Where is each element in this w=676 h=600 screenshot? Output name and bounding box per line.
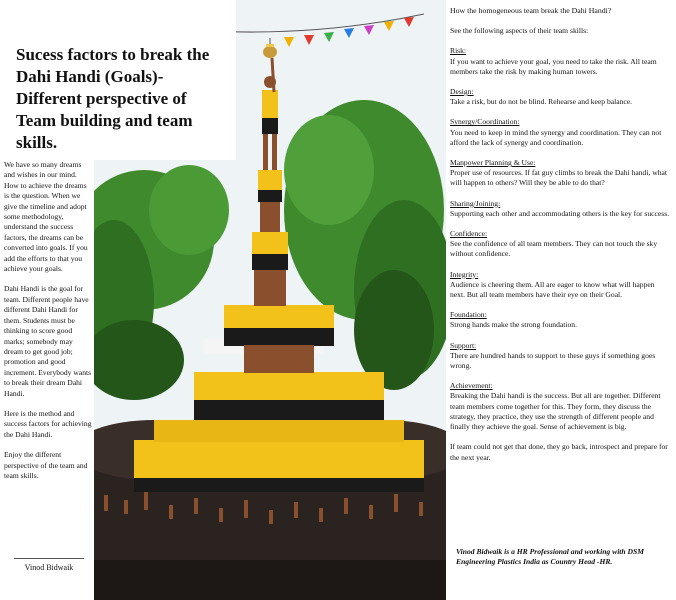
section-body: If you want to achieve your goal, you need to take the risk. All team members take the risk by making human towers. <box>450 56 657 76</box>
closing-note: If team could not get that done, they go back, introspect and prepare for the next year. <box>450 442 668 462</box>
section-body: Audience is cheering them. All are eager to know what will happen next. But all team members have their eye on their Goal. <box>450 279 655 300</box>
left-paragraph: Dahi Handi is the goal for team. Different people have different Dahi Handi for them. Students must be thinking to score good marks; somebody may dream to get good job; promotion and good increment. Everybody wants to break their dream Dahi Handi. <box>4 284 92 398</box>
section-body: Take a risk, but do not be blind. Rehearse and keep balance. <box>450 97 633 107</box>
left-paragraph: Enjoy the different perspective of the team and team skills. <box>4 450 88 480</box>
article-title: Sucess factors to break the Dahi Handi (Goals)- Different perspective of Team building and team skills. <box>16 45 210 152</box>
section-sharing <box>450 199 676 219</box>
section-achievement <box>450 381 676 432</box>
section-heading: Risk: <box>450 46 467 56</box>
section-heading: Confidence: <box>450 229 488 239</box>
pyramid-tier-4 <box>252 232 288 306</box>
section-synergy <box>450 117 676 148</box>
section-risk <box>450 46 676 77</box>
section-heading: Achievement: <box>450 381 493 391</box>
author-name: Vinod Bidwaik <box>14 558 84 573</box>
section-body: Breaking the Dahi handi is the success. But all are together. Different team members come together for this. They form, they discuss the strategy, they practice, they use the strength of different people and finally they achieve the goal. Sense of achievement is big. <box>450 391 661 432</box>
section-heading: Design: <box>450 87 474 97</box>
section-heading: Integrity: <box>450 269 479 279</box>
section-integrity <box>450 270 676 301</box>
left-paragraph: Here is the method and success factors for achieving the Dahi Handi. <box>4 408 92 439</box>
pyramid-base <box>134 420 424 492</box>
section-body: There are hundred hands to support to these guys if something goes wrong. <box>450 350 656 371</box>
left-column <box>0 160 94 600</box>
section-confidence <box>450 229 676 260</box>
section-design <box>450 87 676 107</box>
right-column <box>446 0 676 600</box>
section-foundation <box>450 310 676 330</box>
section-support <box>450 341 676 372</box>
section-heading: Sharing/Joining: <box>450 198 501 208</box>
section-body: See the confidence of all team members. They can not touch the sky without confidence. <box>450 239 658 259</box>
pyramid-tier-5 <box>258 170 282 232</box>
intro-lead: See the following aspects of their team skills: <box>450 26 589 36</box>
author-bio: Vinod Bidwaik is a HR Professional and working with DSM Engineering Plastics India as Country Head -HR. <box>456 547 644 567</box>
left-paragraph: We have so many dreams and wishes in our mind. How to achieve the dreams is the question. When we give the timeline and adopt some methodology, understand the success factors, the dreams can be converted into goals. If you add the efforts to that you achieve your goals. <box>4 160 88 274</box>
section-body: Proper use of resources. If fat guy climbs to break the Dahi handi, what will happen to others? Will they be able to do that? <box>450 168 667 188</box>
section-body: You need to keep in mind the synergy and coordination. They can not afford the lack of synergy and coordination. <box>450 127 662 147</box>
section-heading: Synergy/Coordination: <box>450 117 520 127</box>
intro-question: How the homogeneous team break the Dahi Handi? <box>450 6 612 15</box>
section-heading: Support: <box>450 340 477 350</box>
section-body: Supporting each other and accommodating others is the key for success. <box>450 208 670 218</box>
section-manpower <box>450 158 676 189</box>
section-body: Strong hands make the strong foundation. <box>450 320 577 330</box>
title-box <box>0 0 236 160</box>
section-heading: Foundation: <box>450 310 487 320</box>
section-heading: Manpower Planning & Use: <box>450 158 536 168</box>
pyramid-tier-2 <box>194 372 384 420</box>
